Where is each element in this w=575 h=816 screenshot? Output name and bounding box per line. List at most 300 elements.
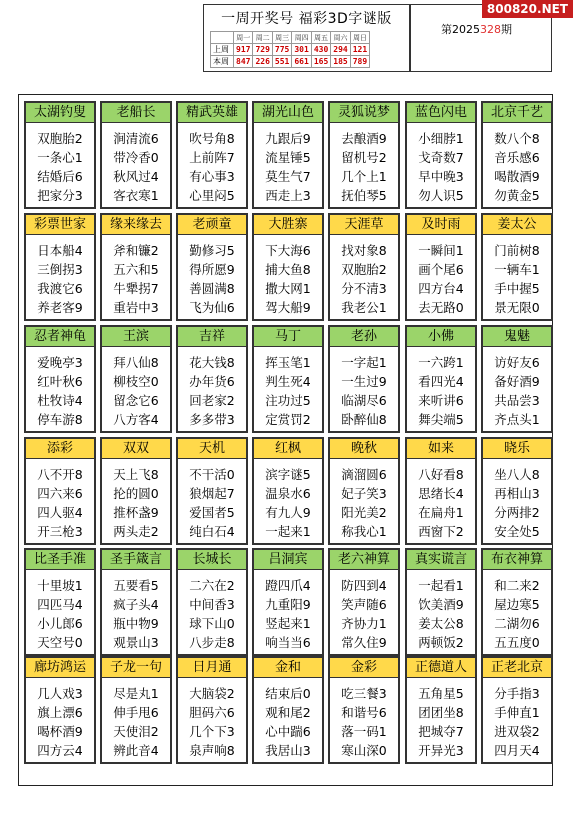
puzzle-cell xyxy=(100,656,172,764)
puzzle-line: 飞为仙6 xyxy=(189,300,235,315)
puzzle-line: 狼烟起7 xyxy=(189,486,235,501)
puzzle-line: 分不清3 xyxy=(341,281,387,296)
result-number: 551 xyxy=(272,56,291,68)
puzzle-line: 一起来1 xyxy=(265,524,311,539)
issue-number xyxy=(441,21,512,37)
puzzle-cell xyxy=(481,213,553,321)
puzzle-line: 八方客4 xyxy=(113,412,159,427)
puzzle-author: 吉祥 xyxy=(178,327,246,347)
puzzle-line: 观景山3 xyxy=(113,635,159,650)
puzzle-line: 挥玉笔1 xyxy=(265,355,311,370)
puzzle-line: 五要看5 xyxy=(113,578,159,593)
puzzle-line: 下大海6 xyxy=(265,243,311,258)
puzzle-cell xyxy=(176,656,248,764)
puzzle-line: 一瞬间1 xyxy=(418,243,464,258)
puzzle-lines xyxy=(330,235,398,317)
puzzle-author: 马丁 xyxy=(254,327,322,347)
puzzle-author: 忍者神龟 xyxy=(26,327,94,347)
puzzle-line: 泉声响8 xyxy=(189,743,235,758)
puzzle-lines xyxy=(178,235,246,317)
puzzle-cell xyxy=(252,213,324,321)
corner-cell xyxy=(211,32,234,44)
puzzle-line: 西走上3 xyxy=(265,188,311,203)
puzzle-cell xyxy=(328,101,400,209)
puzzle-cell xyxy=(252,548,324,656)
puzzle-lines xyxy=(178,347,246,429)
puzzle-line: 得所愿9 xyxy=(189,262,235,277)
puzzle-lines xyxy=(407,459,475,541)
puzzle-lines xyxy=(330,678,398,760)
puzzle-line: 五五度0 xyxy=(494,635,540,650)
row-label-this-week: 本周 xyxy=(211,56,234,68)
puzzle-lines xyxy=(407,123,475,205)
puzzle-cell xyxy=(24,213,96,321)
puzzle-line: 五角星5 xyxy=(418,686,464,701)
puzzle-line: 伸手甩6 xyxy=(113,705,159,720)
puzzle-line: 临湖尽6 xyxy=(341,393,387,408)
puzzle-lines xyxy=(178,123,246,205)
puzzle-line: 手中握5 xyxy=(494,281,540,296)
result-number: 775 xyxy=(272,44,291,56)
puzzle-lines xyxy=(26,570,94,652)
puzzle-line: 安全处5 xyxy=(494,524,540,539)
puzzle-line: 把家分3 xyxy=(37,188,83,203)
result-number: 661 xyxy=(292,56,311,68)
puzzle-line: 一条心1 xyxy=(37,150,83,165)
puzzle-line: 舞尖端5 xyxy=(418,412,464,427)
puzzle-line: 留念它6 xyxy=(113,393,159,408)
puzzle-line: 戈奇数7 xyxy=(418,150,464,165)
puzzle-line: 称我心1 xyxy=(341,524,387,539)
puzzle-line: 判生死4 xyxy=(265,374,311,389)
puzzle-line: 九跟后9 xyxy=(265,131,311,146)
day-header: 周一 xyxy=(234,32,253,44)
day-header: 周五 xyxy=(311,32,330,44)
puzzle-author: 北京千艺 xyxy=(483,103,551,123)
puzzle-line: 访好友6 xyxy=(494,355,540,370)
puzzle-line: 我渡它6 xyxy=(37,281,83,296)
puzzle-line: 喝杯酒9 xyxy=(37,724,83,739)
puzzle-line: 我居山3 xyxy=(265,743,311,758)
puzzle-line: 天上飞8 xyxy=(113,467,159,482)
puzzle-line: 四月天4 xyxy=(494,743,540,758)
puzzle-lines xyxy=(407,235,475,317)
puzzle-author: 蓝色闪电 xyxy=(407,103,475,123)
puzzle-cell xyxy=(252,656,324,764)
header-box xyxy=(203,4,410,72)
puzzle-author: 精武英雄 xyxy=(178,103,246,123)
puzzle-author: 正德道人 xyxy=(407,658,475,678)
puzzle-line: 日本船4 xyxy=(37,243,83,258)
puzzle-line: 捕大鱼8 xyxy=(265,262,311,277)
puzzle-line: 吃三餐3 xyxy=(341,686,387,701)
puzzle-line: 思绪长4 xyxy=(418,486,464,501)
puzzle-lines xyxy=(254,123,322,205)
puzzle-author: 吕洞宾 xyxy=(254,550,322,570)
puzzle-cell xyxy=(328,437,400,545)
puzzle-line: 来听讲6 xyxy=(418,393,464,408)
puzzle-line: 妃子笑3 xyxy=(341,486,387,501)
puzzle-lines xyxy=(178,678,246,760)
puzzle-line: 大脑袋2 xyxy=(189,686,235,701)
puzzle-cell xyxy=(24,437,96,545)
puzzle-line: 八好看8 xyxy=(418,467,464,482)
puzzle-line: 抡的圆0 xyxy=(113,486,159,501)
puzzle-line: 共品尝3 xyxy=(494,393,540,408)
puzzle-line: 结束后0 xyxy=(265,686,311,701)
puzzle-cell xyxy=(405,548,477,656)
puzzle-author: 如来 xyxy=(407,439,475,459)
puzzle-lines xyxy=(102,459,170,541)
result-number: 165 xyxy=(311,56,330,68)
puzzle-line: 勿黄金5 xyxy=(494,188,540,203)
puzzle-author: 王滨 xyxy=(102,327,170,347)
puzzle-line: 爱晚亭3 xyxy=(37,355,83,370)
puzzle-line: 西窗下2 xyxy=(418,524,464,539)
day-header: 周三 xyxy=(272,32,291,44)
puzzle-line: 撒大网1 xyxy=(265,281,311,296)
puzzle-author: 老顽童 xyxy=(178,215,246,235)
puzzle-line: 我老公1 xyxy=(341,300,387,315)
puzzle-lines xyxy=(407,347,475,429)
puzzle-line: 三倒拐3 xyxy=(37,262,83,277)
puzzle-line: 五六和5 xyxy=(113,262,159,277)
puzzle-line: 旗上漂6 xyxy=(37,705,83,720)
puzzle-author: 布衣神算 xyxy=(483,550,551,570)
puzzle-lines xyxy=(483,459,551,541)
puzzle-cell xyxy=(176,325,248,433)
puzzle-line: 回老家2 xyxy=(189,393,235,408)
puzzle-lines xyxy=(254,570,322,652)
puzzle-cell xyxy=(405,213,477,321)
puzzle-line: 喝散酒9 xyxy=(494,169,540,184)
puzzle-line: 流星锤5 xyxy=(265,150,311,165)
puzzle-lines xyxy=(254,678,322,760)
puzzle-line: 办年货6 xyxy=(189,374,235,389)
puzzle-line: 团团坐8 xyxy=(418,705,464,720)
weekly-results-table xyxy=(210,31,370,68)
puzzle-line: 一辆车1 xyxy=(494,262,540,277)
puzzle-line: 不干活0 xyxy=(189,467,235,482)
puzzle-cell xyxy=(24,548,96,656)
puzzle-line: 上前阵7 xyxy=(189,150,235,165)
puzzle-lines xyxy=(102,347,170,429)
puzzle-author: 晓乐 xyxy=(483,439,551,459)
puzzle-cell xyxy=(328,213,400,321)
puzzle-author: 天机 xyxy=(178,439,246,459)
puzzle-line: 分两排2 xyxy=(494,505,540,520)
result-number: 185 xyxy=(331,56,350,68)
result-number: 729 xyxy=(253,44,272,56)
puzzle-lines xyxy=(483,123,551,205)
puzzle-author: 太湖钓叟 xyxy=(26,103,94,123)
puzzle-lines xyxy=(483,235,551,317)
puzzle-author: 天涯草 xyxy=(330,215,398,235)
puzzle-line: 小细脖1 xyxy=(418,131,464,146)
puzzle-line: 结婚后6 xyxy=(37,169,83,184)
puzzle-line: 斧和镰2 xyxy=(113,243,159,258)
puzzle-line: 胆码六6 xyxy=(189,705,235,720)
puzzle-line: 球下山0 xyxy=(189,616,235,631)
puzzle-cell xyxy=(481,325,553,433)
puzzle-line: 双胞胎2 xyxy=(37,131,83,146)
puzzle-cell xyxy=(100,437,172,545)
issue-prefix: 第2025 xyxy=(441,23,480,36)
puzzle-line: 两顿饭2 xyxy=(418,635,464,650)
puzzle-cell xyxy=(328,548,400,656)
puzzle-line: 常久住9 xyxy=(341,635,387,650)
puzzle-line: 再相山3 xyxy=(494,486,540,501)
puzzle-line: 注功过5 xyxy=(265,393,311,408)
puzzle-line: 莫生气7 xyxy=(265,169,311,184)
puzzle-line: 勤修习5 xyxy=(189,243,235,258)
puzzle-cell xyxy=(252,437,324,545)
puzzle-line: 小儿郎6 xyxy=(37,616,83,631)
puzzle-line: 花大钱8 xyxy=(189,355,235,370)
puzzle-author: 湖光山色 xyxy=(254,103,322,123)
puzzle-lines xyxy=(102,678,170,760)
puzzle-line: 笑声随6 xyxy=(341,597,387,612)
header-title: 一周开奖号 福彩3D字谜版 xyxy=(221,11,392,27)
puzzle-author: 金彩 xyxy=(330,658,398,678)
puzzle-line: 齐点头1 xyxy=(494,412,540,427)
day-header: 周二 xyxy=(253,32,272,44)
puzzle-line: 拜八仙8 xyxy=(113,355,159,370)
puzzle-author: 姜太公 xyxy=(483,215,551,235)
puzzle-line: 吹号角8 xyxy=(189,131,235,146)
puzzle-lines xyxy=(26,459,94,541)
puzzle-author: 圣手箴言 xyxy=(102,550,170,570)
puzzle-line: 一字起1 xyxy=(341,355,387,370)
puzzle-author: 红枫 xyxy=(254,439,322,459)
puzzle-line: 防四到4 xyxy=(341,578,387,593)
puzzle-author: 老船长 xyxy=(102,103,170,123)
puzzle-cell xyxy=(252,101,324,209)
puzzle-line: 客衣寒1 xyxy=(113,188,159,203)
puzzle-line: 推杯盏9 xyxy=(113,505,159,520)
puzzle-line: 十里坡1 xyxy=(37,578,83,593)
day-header: 周六 xyxy=(331,32,350,44)
puzzle-cell xyxy=(328,656,400,764)
puzzle-cell xyxy=(24,656,96,764)
puzzle-line: 爱国者5 xyxy=(189,505,235,520)
puzzle-line: 开异光3 xyxy=(418,743,464,758)
puzzle-lines xyxy=(26,347,94,429)
puzzle-line: 门前树8 xyxy=(494,243,540,258)
puzzle-cell xyxy=(405,101,477,209)
puzzle-line: 阳光美2 xyxy=(341,505,387,520)
puzzle-line: 双胞胎2 xyxy=(341,262,387,277)
puzzle-line: 抚伯琴5 xyxy=(341,188,387,203)
puzzle-line: 九重阳9 xyxy=(265,597,311,612)
puzzle-lines xyxy=(330,123,398,205)
puzzle-line: 涧清流6 xyxy=(113,131,159,146)
puzzle-author: 子龙一句 xyxy=(102,658,170,678)
puzzle-author: 缘来缘去 xyxy=(102,215,170,235)
puzzle-line: 牛犟拐7 xyxy=(113,281,159,296)
puzzle-line: 响当当6 xyxy=(265,635,311,650)
puzzle-author: 廊坊鸿运 xyxy=(26,658,94,678)
puzzle-grid xyxy=(18,94,553,786)
puzzle-author: 鬼魅 xyxy=(483,327,551,347)
puzzle-line: 画个尾6 xyxy=(418,262,464,277)
puzzle-line: 和二来2 xyxy=(494,578,540,593)
puzzle-line: 红叶秋6 xyxy=(37,374,83,389)
puzzle-lines xyxy=(330,347,398,429)
puzzle-author: 老孙 xyxy=(330,327,398,347)
puzzle-lines xyxy=(254,235,322,317)
puzzle-line: 中间香3 xyxy=(189,597,235,612)
puzzle-line: 数八个8 xyxy=(494,131,540,146)
puzzle-line: 瓶中物9 xyxy=(113,616,159,631)
puzzle-line: 一六跨1 xyxy=(418,355,464,370)
puzzle-line: 停车游8 xyxy=(37,412,83,427)
puzzle-author: 日月通 xyxy=(178,658,246,678)
day-header: 周日 xyxy=(350,32,369,44)
puzzle-author: 小佛 xyxy=(407,327,475,347)
puzzle-line: 姜太公8 xyxy=(418,616,464,631)
puzzle-line: 秋风过4 xyxy=(113,169,159,184)
day-header: 周四 xyxy=(292,32,311,44)
puzzle-author: 及时雨 xyxy=(407,215,475,235)
puzzle-author: 比圣手准 xyxy=(26,550,94,570)
result-number: 294 xyxy=(331,44,350,56)
puzzle-line: 观和尾2 xyxy=(265,705,311,720)
puzzle-author: 真实谎言 xyxy=(407,550,475,570)
puzzle-cell xyxy=(481,437,553,545)
puzzle-cell xyxy=(100,101,172,209)
puzzle-lines xyxy=(26,678,94,760)
puzzle-line: 手伸直1 xyxy=(494,705,540,720)
puzzle-cell xyxy=(24,101,96,209)
puzzle-cell xyxy=(176,213,248,321)
puzzle-line: 一生过9 xyxy=(341,374,387,389)
result-number: 789 xyxy=(350,56,369,68)
site-watermark: 800820.NET xyxy=(482,0,573,18)
puzzle-line: 一起看1 xyxy=(418,578,464,593)
issue-suffix: 期 xyxy=(501,23,512,36)
puzzle-author: 长城长 xyxy=(178,550,246,570)
result-number: 847 xyxy=(234,56,253,68)
puzzle-line: 进双袋2 xyxy=(494,724,540,739)
puzzle-cell xyxy=(176,101,248,209)
puzzle-line: 去酿酒9 xyxy=(341,131,387,146)
puzzle-line: 几个上1 xyxy=(341,169,387,184)
puzzle-line: 滴溜圆6 xyxy=(341,467,387,482)
puzzle-line: 多多带3 xyxy=(189,412,235,427)
puzzle-cell xyxy=(100,213,172,321)
puzzle-cell xyxy=(24,325,96,433)
puzzle-line: 有九人9 xyxy=(265,505,311,520)
puzzle-line: 备好酒9 xyxy=(494,374,540,389)
puzzle-line: 饮美酒9 xyxy=(418,597,464,612)
puzzle-lines xyxy=(254,459,322,541)
puzzle-lines xyxy=(330,570,398,652)
puzzle-line: 带冷香0 xyxy=(113,150,159,165)
puzzle-cell xyxy=(405,656,477,764)
puzzle-line: 尽是丸1 xyxy=(113,686,159,701)
puzzle-line: 天使泪2 xyxy=(113,724,159,739)
puzzle-lines xyxy=(254,347,322,429)
puzzle-line: 看四光4 xyxy=(418,374,464,389)
puzzle-line: 勿人识5 xyxy=(418,188,464,203)
puzzle-line: 驾大船9 xyxy=(265,300,311,315)
puzzle-line: 定赏罚2 xyxy=(265,412,311,427)
puzzle-line: 心里闷5 xyxy=(189,188,235,203)
puzzle-author: 彩票世家 xyxy=(26,215,94,235)
puzzle-line: 齐协力1 xyxy=(341,616,387,631)
puzzle-line: 重岩中3 xyxy=(113,300,159,315)
puzzle-lines xyxy=(407,570,475,652)
puzzle-author: 晚秋 xyxy=(330,439,398,459)
puzzle-line: 二湖勿6 xyxy=(494,616,540,631)
puzzle-cell xyxy=(481,656,553,764)
puzzle-line: 四人驱4 xyxy=(37,505,83,520)
puzzle-line: 两头走2 xyxy=(113,524,159,539)
puzzle-lines xyxy=(483,678,551,760)
puzzle-author: 大胜寨 xyxy=(254,215,322,235)
puzzle-cell xyxy=(100,325,172,433)
puzzle-author: 灵狐说梦 xyxy=(330,103,398,123)
puzzle-line: 分手指3 xyxy=(494,686,540,701)
result-number: 430 xyxy=(311,44,330,56)
puzzle-line: 蹬四爪4 xyxy=(265,578,311,593)
puzzle-line: 天空号0 xyxy=(37,635,83,650)
puzzle-line: 几人戏3 xyxy=(37,686,83,701)
puzzle-line: 景无限0 xyxy=(494,300,540,315)
puzzle-line: 四方云4 xyxy=(37,743,83,758)
puzzle-cell xyxy=(100,548,172,656)
puzzle-line: 心中踹6 xyxy=(265,724,311,739)
puzzle-lines xyxy=(483,570,551,652)
puzzle-author: 添彩 xyxy=(26,439,94,459)
puzzle-cell xyxy=(481,101,553,209)
puzzle-lines xyxy=(178,570,246,652)
issue-num: 328 xyxy=(480,23,501,36)
puzzle-line: 滨字谜5 xyxy=(265,467,311,482)
result-number: 301 xyxy=(292,44,311,56)
puzzle-lines xyxy=(407,678,475,760)
puzzle-line: 四六来6 xyxy=(37,486,83,501)
puzzle-line: 二六在2 xyxy=(189,578,235,593)
puzzle-cell xyxy=(328,325,400,433)
puzzle-line: 纯白石4 xyxy=(189,524,235,539)
puzzle-cell xyxy=(176,437,248,545)
puzzle-lines xyxy=(102,570,170,652)
puzzle-lines xyxy=(102,235,170,317)
puzzle-line: 屋边寒5 xyxy=(494,597,540,612)
puzzle-line: 竖起来1 xyxy=(265,616,311,631)
result-number: 917 xyxy=(234,44,253,56)
puzzle-line: 早中晚3 xyxy=(418,169,464,184)
puzzle-lines xyxy=(483,347,551,429)
puzzle-lines xyxy=(178,459,246,541)
puzzle-line: 四方台4 xyxy=(418,281,464,296)
row-label-last-week: 上周 xyxy=(211,44,234,56)
puzzle-line: 杜牧诗4 xyxy=(37,393,83,408)
puzzle-cell xyxy=(481,548,553,656)
puzzle-line: 坐八人8 xyxy=(494,467,540,482)
puzzle-line: 柳枝空0 xyxy=(113,374,159,389)
puzzle-line: 善圆满8 xyxy=(189,281,235,296)
puzzle-line: 八步走8 xyxy=(189,635,235,650)
puzzle-line: 寒山深0 xyxy=(341,743,387,758)
puzzle-line: 养老客9 xyxy=(37,300,83,315)
puzzle-author: 老六神算 xyxy=(330,550,398,570)
puzzle-line: 开三枪3 xyxy=(37,524,83,539)
puzzle-line: 几个下3 xyxy=(189,724,235,739)
puzzle-line: 把城夺7 xyxy=(418,724,464,739)
